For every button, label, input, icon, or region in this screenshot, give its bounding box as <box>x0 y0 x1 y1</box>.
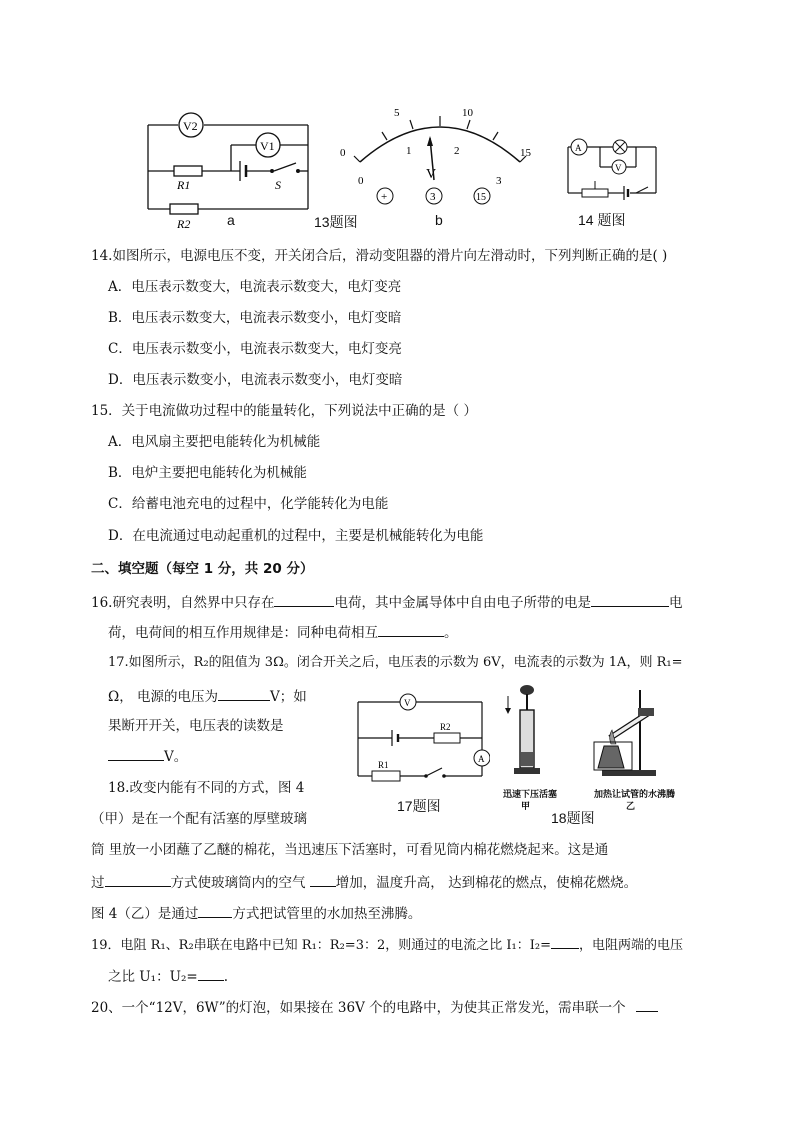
q17-blank-2[interactable] <box>218 686 270 701</box>
q15-option-b: B．电炉主要把电能转化为机械能 <box>108 465 307 481</box>
q16-line2 <box>108 622 458 642</box>
q16-text-a: 16.研究表明，自然界中只存在 <box>91 595 275 611</box>
fig18-right-sub: 乙 <box>626 802 636 812</box>
q19-text-c: 之比 U₁：U₂= <box>108 969 198 985</box>
q16-text-b: 电荷，其中金属导体中自由电子所带的电是 <box>334 595 591 611</box>
terminal-plus-label: + <box>381 191 388 203</box>
fig18-left-sub: 甲 <box>521 802 531 812</box>
fig-b-caption: b <box>435 212 443 228</box>
fig-13-caption: 13题图 <box>314 214 358 230</box>
q18-line5 <box>91 903 421 923</box>
q17-text-c: V。 <box>164 749 188 765</box>
q16-text-e: 。 <box>444 625 458 641</box>
ammeter-label: A <box>575 143 582 153</box>
q16-blank-1[interactable] <box>274 592 334 607</box>
q15-option-c: C．给蓄电池充电的过程中，化学能转化为电能 <box>108 496 389 512</box>
tick-0: 0 <box>340 147 346 159</box>
resistor-r2 <box>170 204 198 214</box>
q16-blank-2[interactable] <box>591 592 669 607</box>
tick-5: 5 <box>394 107 400 119</box>
q17-blank-3[interactable] <box>108 746 164 761</box>
fig17-r1-label: R1 <box>378 760 389 770</box>
q19-text-b: ，电阻两端的电压 <box>578 938 683 953</box>
tick-b1: 1 <box>406 145 412 157</box>
resistor-r1 <box>372 771 400 781</box>
unit-v: V <box>426 167 437 182</box>
s-label: S <box>275 178 281 192</box>
rheostat <box>582 189 608 197</box>
q18-line4 <box>91 872 637 892</box>
q16-line1 <box>91 592 682 612</box>
q18-blank-1[interactable] <box>105 872 171 887</box>
switch <box>426 768 442 776</box>
q14-option-a: A．电压表示数变大，电流表示数变大，电灯变亮 <box>108 279 402 295</box>
q17-line4 <box>108 746 187 766</box>
circuit-diagram-17 <box>350 690 490 790</box>
q16-text-d: 荷，电荷间的相互作用规律是：同种电荷相互 <box>108 625 378 641</box>
q17-line3: 果断开开关，电压表的读数是 <box>108 718 284 734</box>
q15-option-a: A．电风扇主要把电能转化为机械能 <box>108 434 321 450</box>
tick-b3: 3 <box>496 175 502 187</box>
q16-text-c: 电 <box>668 595 683 611</box>
q19-text-a: 19．电阻 R₁、R₂串联在电路中已知 R₁：R₂=3：2，则通过的电流之比 I₁：I₂= <box>91 938 551 953</box>
q18-text-b: 方式使玻璃筒内的空气 <box>170 875 306 891</box>
fig-18-apparatus <box>500 682 670 782</box>
q15-option-d: D．在电流通过电动起重机的过程中，主要是机械能转化为电能 <box>108 528 484 544</box>
fig17-a-label: A <box>478 754 485 764</box>
q15-stem: 15．关于电流做功过程中的能量转化，下列说法中正确的是（ ） <box>91 403 477 419</box>
q17-line1: 17.如图所示，R₂的阻值为 3Ω。闭合开关之后，电压表的示数为 6V，电流表的示数为 1A，则 R₁= <box>108 655 683 670</box>
q18-blank-3[interactable] <box>198 903 232 918</box>
v1-label: V1 <box>260 139 275 153</box>
fig17-r2-label: R2 <box>440 722 451 732</box>
v2-label: V2 <box>183 119 198 133</box>
q18-text-a: 过 <box>91 875 105 891</box>
q19-line1 <box>91 934 683 955</box>
voltmeter-dial <box>330 100 550 210</box>
tick-10: 10 <box>462 107 473 119</box>
fig-a-caption: a <box>227 212 235 228</box>
resistor-r1 <box>174 166 202 176</box>
tick-15: 15 <box>520 147 531 159</box>
section-heading: 二、填空题（每空 1 分，共 20 分） <box>91 561 314 577</box>
fig18-right-label: 加热让试管的水沸腾 <box>594 790 676 800</box>
q20-blank-1[interactable] <box>636 997 658 1012</box>
q17-text-b: V；如 <box>269 689 307 705</box>
fig-14-caption: 14 题图 <box>578 212 626 228</box>
resistor-r2 <box>434 733 460 743</box>
q17-text-a: Ω， 电源的电压为 <box>108 689 218 705</box>
q18-text-e: 方式把试管里的水加热至沸腾。 <box>232 906 422 922</box>
q14-option-c: C．电压表示数变小，电流表示数变大，电灯变亮 <box>108 341 402 357</box>
q19-blank-2[interactable] <box>198 966 224 981</box>
terminal-15-label: 15 <box>476 192 486 203</box>
q19-text-d: . <box>223 969 228 985</box>
tick-b0: 0 <box>358 175 364 187</box>
q14-option-b: B．电压表示数变大，电流表示数变小，电灯变暗 <box>108 310 402 326</box>
q18-line3: 筒 里放一小团蘸了乙醚的棉花，当迅速压下活塞时，可看见筒内棉花燃烧起来。这是通 <box>91 842 609 858</box>
q18-text-c: 增加，温度升高， 达到棉花的燃点，使棉花燃烧。 <box>335 875 638 891</box>
voltmeter-label: V <box>615 163 622 173</box>
q14-stem: 14.如图所示，电源电压不变，开关闭合后，滑动变阻器的滑片向左滑动时，下列判断正确的是( ) <box>91 248 668 264</box>
tick-b2: 2 <box>454 145 460 157</box>
q19-line2 <box>108 966 228 986</box>
q18-line1: 18.改变内能有不同的方式，图 4 <box>108 780 305 796</box>
q20-text: 20、一个“12V，6W”的灯泡，如果接在 36V 个的电路中，为使其正常发光，需串联一个 <box>91 1000 626 1016</box>
q18-line2: （甲）是在一个配有活塞的厚壁玻璃 <box>91 811 307 827</box>
q16-blank-3[interactable] <box>378 622 444 637</box>
fig18-left-label: 迅速下压活塞 <box>503 790 558 800</box>
terminal-3-label: 3 <box>430 191 436 203</box>
q19-blank-1[interactable] <box>551 934 579 949</box>
q20-line <box>91 997 658 1017</box>
q18-blank-2[interactable] <box>310 872 336 887</box>
q18-text-d: 图 4（乙）是通过 <box>91 906 199 922</box>
r1-label: R1 <box>177 178 191 192</box>
fig-17-caption: 17题图 <box>397 798 441 814</box>
fig-18-caption: 18题图 <box>551 810 595 826</box>
fig17-v-label: V <box>404 698 411 708</box>
switch-s <box>274 163 296 171</box>
circuit-diagram-14 <box>562 133 662 208</box>
q17-line2 <box>108 686 307 706</box>
r2-label: R2 <box>177 217 191 230</box>
q14-option-d: D．电压表示数变小，电流表示数变小，电灯变暗 <box>108 372 403 388</box>
